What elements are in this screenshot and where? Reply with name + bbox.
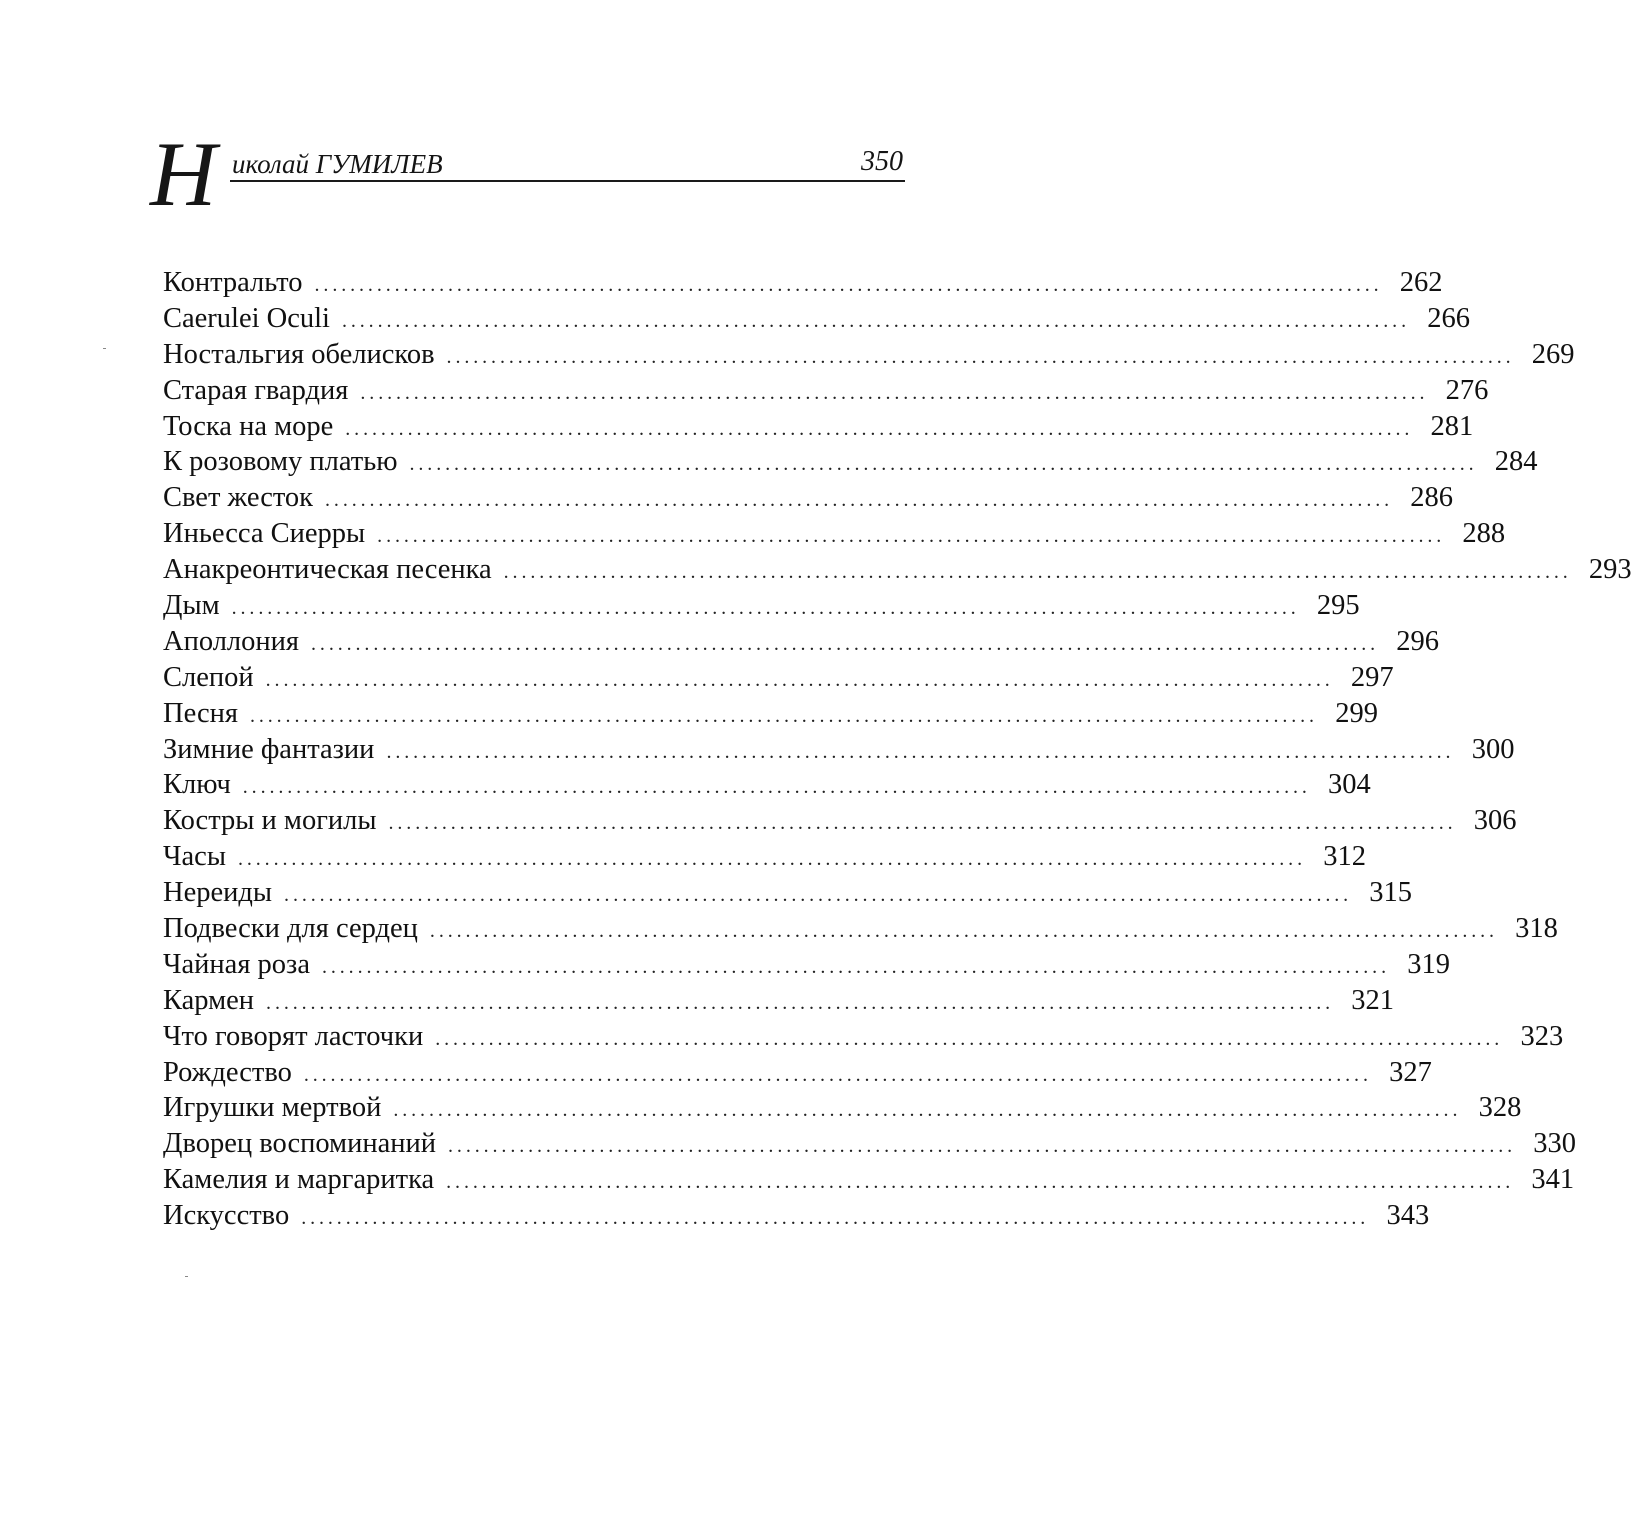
toc-entry-page: 284 [1494, 446, 1538, 478]
toc-entry-page: 330 [1533, 1128, 1577, 1160]
toc-entry-page: 306 [1473, 805, 1517, 837]
toc-entry [163, 767, 1371, 803]
toc-entry-page: 262 [1399, 267, 1443, 298]
toc-entry-page: 312 [1323, 841, 1366, 873]
toc-entry-title: Кармен [163, 984, 255, 1016]
running-head [150, 123, 905, 225]
toc-dot-leader: ........................................................................................................................ [284, 884, 1353, 907]
toc-entry-title: Искусство [163, 1200, 290, 1232]
toc-entry-page: 296 [1396, 625, 1440, 657]
toc-entry [163, 875, 1413, 911]
toc-entry-title: Что говорят ласточки [163, 1020, 424, 1052]
toc-entry-title: Иньесса Сиерры [163, 518, 366, 550]
toc-dot-leader: ........................................................................................................................ [237, 848, 1306, 871]
toc-entry [163, 1019, 1564, 1055]
toc-entry-page: 315 [1369, 877, 1413, 909]
toc-dot-leader: ........................................................................................................................ [386, 740, 1455, 763]
scan-speck [103, 348, 106, 349]
toc-entry [163, 839, 1366, 875]
toc-entry-page: 319 [1407, 948, 1450, 980]
toc-entry [163, 1198, 1430, 1234]
toc-dot-leader: ........................................................................................................................ [301, 1207, 1370, 1230]
toc-entry-page: 327 [1389, 1056, 1432, 1088]
toc-entry [163, 983, 1395, 1019]
toc-entry [163, 1126, 1577, 1162]
toc-entry-title: Игрушки мертвой [163, 1092, 382, 1124]
toc-entry [163, 947, 1450, 983]
toc-dot-leader: ........................................................................................................................ [429, 920, 1498, 943]
toc-entry-title: Caerulei Oculi [163, 302, 330, 334]
toc-dot-leader: ........................................................................................................................ [446, 345, 1515, 368]
toc-dot-leader: ........................................................................................................................ [341, 309, 1410, 332]
toc-dot-leader: ........................................................................................................................ [311, 632, 1380, 655]
toc-entry-page: 286 [1410, 482, 1454, 514]
toc-entry-page: 288 [1462, 518, 1506, 550]
toc-entry-title: Песня [163, 697, 238, 729]
toc-entry [163, 624, 1440, 660]
toc-entry [163, 732, 1515, 768]
toc-entry-title: Аполлония [163, 625, 300, 657]
toc-entry-title: Ностальгия обелисков [163, 338, 435, 370]
toc-entry-page: 300 [1471, 733, 1515, 765]
toc-dot-leader: ........................................................................................................................ [446, 1171, 1515, 1194]
toc-entry [163, 552, 1632, 588]
toc-dot-leader: ........................................................................................................................ [503, 561, 1572, 584]
toc-entry [163, 1090, 1522, 1126]
toc-entry-page: 299 [1335, 697, 1378, 729]
table-of-contents [163, 265, 1632, 1234]
header-rule [230, 180, 905, 182]
toc-entry-page: 304 [1328, 769, 1371, 801]
toc-dot-leader: ........................................................................................................................ [448, 1135, 1517, 1158]
toc-dot-leader: ........................................................................................................................ [314, 274, 1383, 296]
toc-entry [163, 516, 1506, 552]
toc-entry-title: Зимние фантазии [163, 733, 375, 765]
author-name: иколай ГУМИЛЕВ [232, 149, 443, 179]
toc-entry-title: Дым [163, 590, 220, 622]
toc-entry-title: Анакреонтическая песенка [163, 554, 492, 586]
toc-entry-title: Подвески для сердец [163, 913, 418, 945]
page-number: 350 [861, 146, 903, 177]
toc-dot-leader: ........................................................................................................................ [303, 1063, 1372, 1086]
toc-entry-title: Контральто [163, 267, 303, 298]
toc-dot-leader: ........................................................................................................................ [345, 417, 1414, 440]
toc-dot-leader: ........................................................................................................................ [360, 381, 1429, 404]
toc-entry-title: Ключ [163, 769, 231, 801]
toc-entry-page: 293 [1588, 554, 1632, 586]
toc-entry-title: Камелия и маргаритка [163, 1164, 435, 1196]
toc-entry [163, 911, 1558, 947]
toc-entry-page: 266 [1427, 302, 1470, 334]
toc-entry [163, 373, 1489, 409]
toc-entry [163, 696, 1378, 732]
author-initial-letter: Н [150, 123, 213, 225]
toc-entry-page: 276 [1445, 374, 1489, 406]
toc-entry-title: Чайная роза [163, 948, 310, 980]
toc-dot-leader: ........................................................................................................................ [377, 525, 1446, 548]
toc-entry-title: Свет жесток [163, 482, 314, 514]
toc-entry-page: 281 [1430, 410, 1474, 442]
toc-entry-page: 318 [1515, 913, 1558, 945]
toc-dot-leader: ........................................................................................................................ [388, 812, 1457, 835]
toc-entry [163, 265, 1443, 301]
toc-dot-leader: ........................................................................................................................ [409, 453, 1478, 476]
toc-entry-title: К розовому платью [163, 446, 398, 478]
toc-entry-title: Рождество [163, 1056, 292, 1088]
toc-entry-page: 328 [1478, 1092, 1522, 1124]
toc-entry-page: 341 [1531, 1164, 1575, 1196]
toc-entry [163, 1162, 1575, 1198]
toc-entry-page: 269 [1531, 338, 1575, 370]
toc-entry [163, 301, 1470, 337]
toc-dot-leader: ........................................................................................................................ [321, 955, 1390, 978]
toc-dot-leader: ........................................................................................................................ [325, 489, 1394, 512]
toc-entry [163, 803, 1517, 839]
toc-entry [163, 660, 1394, 696]
toc-entry-title: Костры и могилы [163, 805, 377, 837]
toc-dot-leader: ........................................................................................................................ [393, 1099, 1462, 1122]
toc-entry-title: Дворец воспоминаний [163, 1128, 437, 1160]
toc-entry [163, 409, 1474, 445]
toc-entry-title: Часы [163, 841, 226, 873]
scan-speck [185, 1276, 188, 1277]
toc-dot-leader: ........................................................................................................................ [265, 668, 1334, 691]
toc-entry-page: 297 [1350, 661, 1394, 693]
toc-entry [163, 337, 1575, 373]
toc-entry-page: 295 [1316, 590, 1360, 622]
toc-dot-leader: ........................................................................................................................ [266, 991, 1335, 1014]
toc-dot-leader: ........................................................................................................................ [242, 776, 1311, 799]
toc-dot-leader: ........................................................................................................................ [249, 704, 1318, 727]
toc-entry-title: Нереиды [163, 877, 273, 909]
toc-entry [163, 1055, 1432, 1091]
toc-entry-page: 323 [1520, 1020, 1564, 1052]
toc-dot-leader: ........................................................................................................................ [231, 597, 1300, 620]
toc-entry [163, 588, 1360, 624]
toc-dot-leader: ........................................................................................................................ [435, 1027, 1504, 1050]
toc-entry-title: Старая гвардия [163, 374, 349, 406]
toc-entry [163, 480, 1454, 516]
toc-entry-title: Слепой [163, 661, 254, 693]
toc-entry-page: 343 [1386, 1200, 1430, 1232]
toc-entry-title: Тоска на море [163, 410, 334, 442]
toc-entry-page: 321 [1351, 984, 1395, 1016]
toc-entry [163, 444, 1538, 480]
